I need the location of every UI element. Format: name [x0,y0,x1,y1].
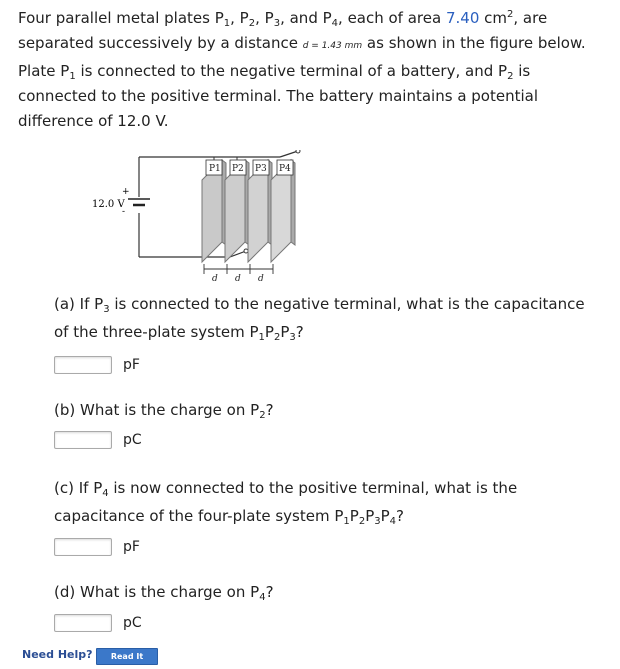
plate-label-p1: P1 [209,164,221,174]
answer-b-unit: pC [123,432,142,448]
read-it-button[interactable]: Read It [96,648,158,665]
gap-label-1: d [212,274,218,284]
battery-label: 12.0 V [92,199,125,210]
question-c: (c) If $P_4$ is now connected to the positive terminal, what is the capacitance of the four-plate system $P_1P_2P_3P_4$? [54,479,518,527]
plate-label-p2: P2 [232,164,244,174]
switch-terminal-top [296,150,300,153]
question-a: (a) If $P_3$ is connected to the negative terminal, what is the capacitance of the three-plate system $P_1P_2P_3$? [54,295,585,343]
answer-a-input[interactable] [54,356,112,374]
question-d: (d) What is the charge on $P_4$? [54,583,274,603]
answer-d-unit: pC [123,615,142,631]
battery-icon [128,199,150,205]
answer-c-input[interactable] [54,538,112,556]
problem-statement [18,6,618,134]
plate-label-p3: P3 [255,164,267,174]
answer-c-unit: pF [123,539,140,555]
gap-label-3: d [258,274,264,284]
capacitor-figure [80,150,320,285]
answer-a-unit: pF [123,357,140,373]
switch-terminal-bottom [244,249,248,253]
battery-minus: - [122,207,126,217]
answer-d-input[interactable] [54,614,112,632]
gap-dimensions [204,264,273,274]
question-b: (b) What is the charge on $P_2$? [54,401,274,421]
area-value: 7.40 [445,9,480,27]
battery-plus: + [122,187,130,197]
distance-value: d = 1.43 mm [302,41,363,51]
answer-b-input[interactable] [54,431,112,449]
plate-label-p4: P4 [279,164,291,174]
gap-label-2: d [235,274,241,284]
need-help-label: Need Help? [22,648,93,661]
intro-text: Four parallel metal plates $P_1$, $P_2$, $P_3$, and $P_4$, each of area 7.40 $cm^2$, are separated successively by a distance d = 1.43 mm as shown in the figure below. Plate $P_1$ is connected to the negative terminal of a battery, and $P_2$ is connected to the positive terminal. The battery maintains a potential difference of 12.0 V. [18,9,586,130]
